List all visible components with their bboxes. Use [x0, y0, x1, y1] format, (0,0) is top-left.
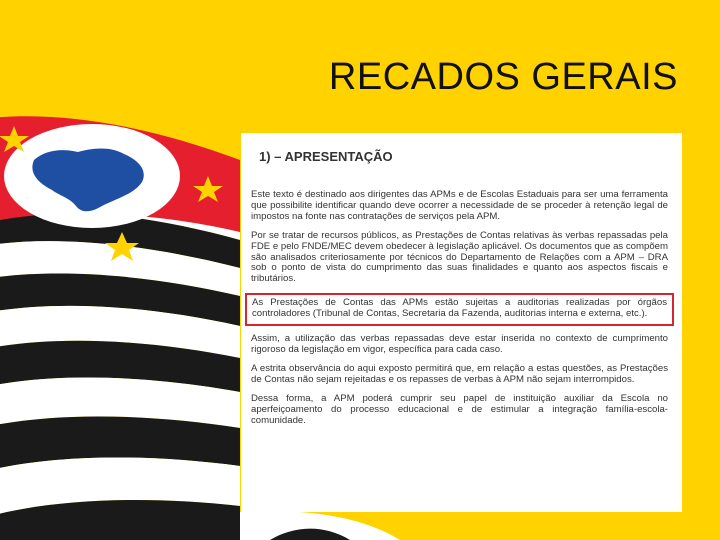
document-paragraph: Assim, a utilização das verbas repassadas deve estar inserida no contexto de cumprimento rigoroso da legislação em vigor, específica para cada caso.: [251, 333, 668, 355]
document-heading: 1) – APRESENTAÇÃO: [259, 149, 393, 164]
document-paragraph: Dessa forma, a APM poderá cumprir seu papel de instituição auxiliar da Escola no aperfeiçoamento do processo educacional e de estimular a integração família-escola-comunidade.: [251, 392, 668, 426]
highlight-box: [245, 293, 674, 326]
slide-title: RECADOS GERAIS: [328, 56, 678, 98]
document-paragraph: Este texto é destinado aos dirigentes das APMs e de Escolas Estaduais para ser uma ferramenta que possibilite identificar quando deve ocorrer a necessidade de se proceder à retenção legal de impostos na fonte nas contratações de serviços pela APM.: [251, 189, 668, 222]
document-paragraph: A estrita observância do aqui exposto permitirá que, em relação a estas questões, as Prestações de Contas não sejam rejeitadas e os repasses de verbas à APM não sejam interrompidos.: [251, 362, 668, 385]
document-card: [241, 133, 682, 512]
highlighted-paragraph: As Prestações de Contas das APMs estão sujeitas a auditorias realizadas por órgãos controladores (Tribunal de Contas, Secretaria da Fazenda, auditorias interna e externa, etc.).: [252, 297, 667, 320]
document-paragraph: Por se tratar de recursos públicos, as Prestações de Contas relativas às verbas repassadas pela FDE e pelo FNDE/MEC devem obedecer à legislação aplicável. Os documentos que as compõem são analisados criteriosamente por técnicos do Departamento de Relações com a APM – DRA sob o ponto de vista do cumprimento das suas finalidades e quanto aos aspectos fiscais e tributários.: [251, 229, 668, 285]
